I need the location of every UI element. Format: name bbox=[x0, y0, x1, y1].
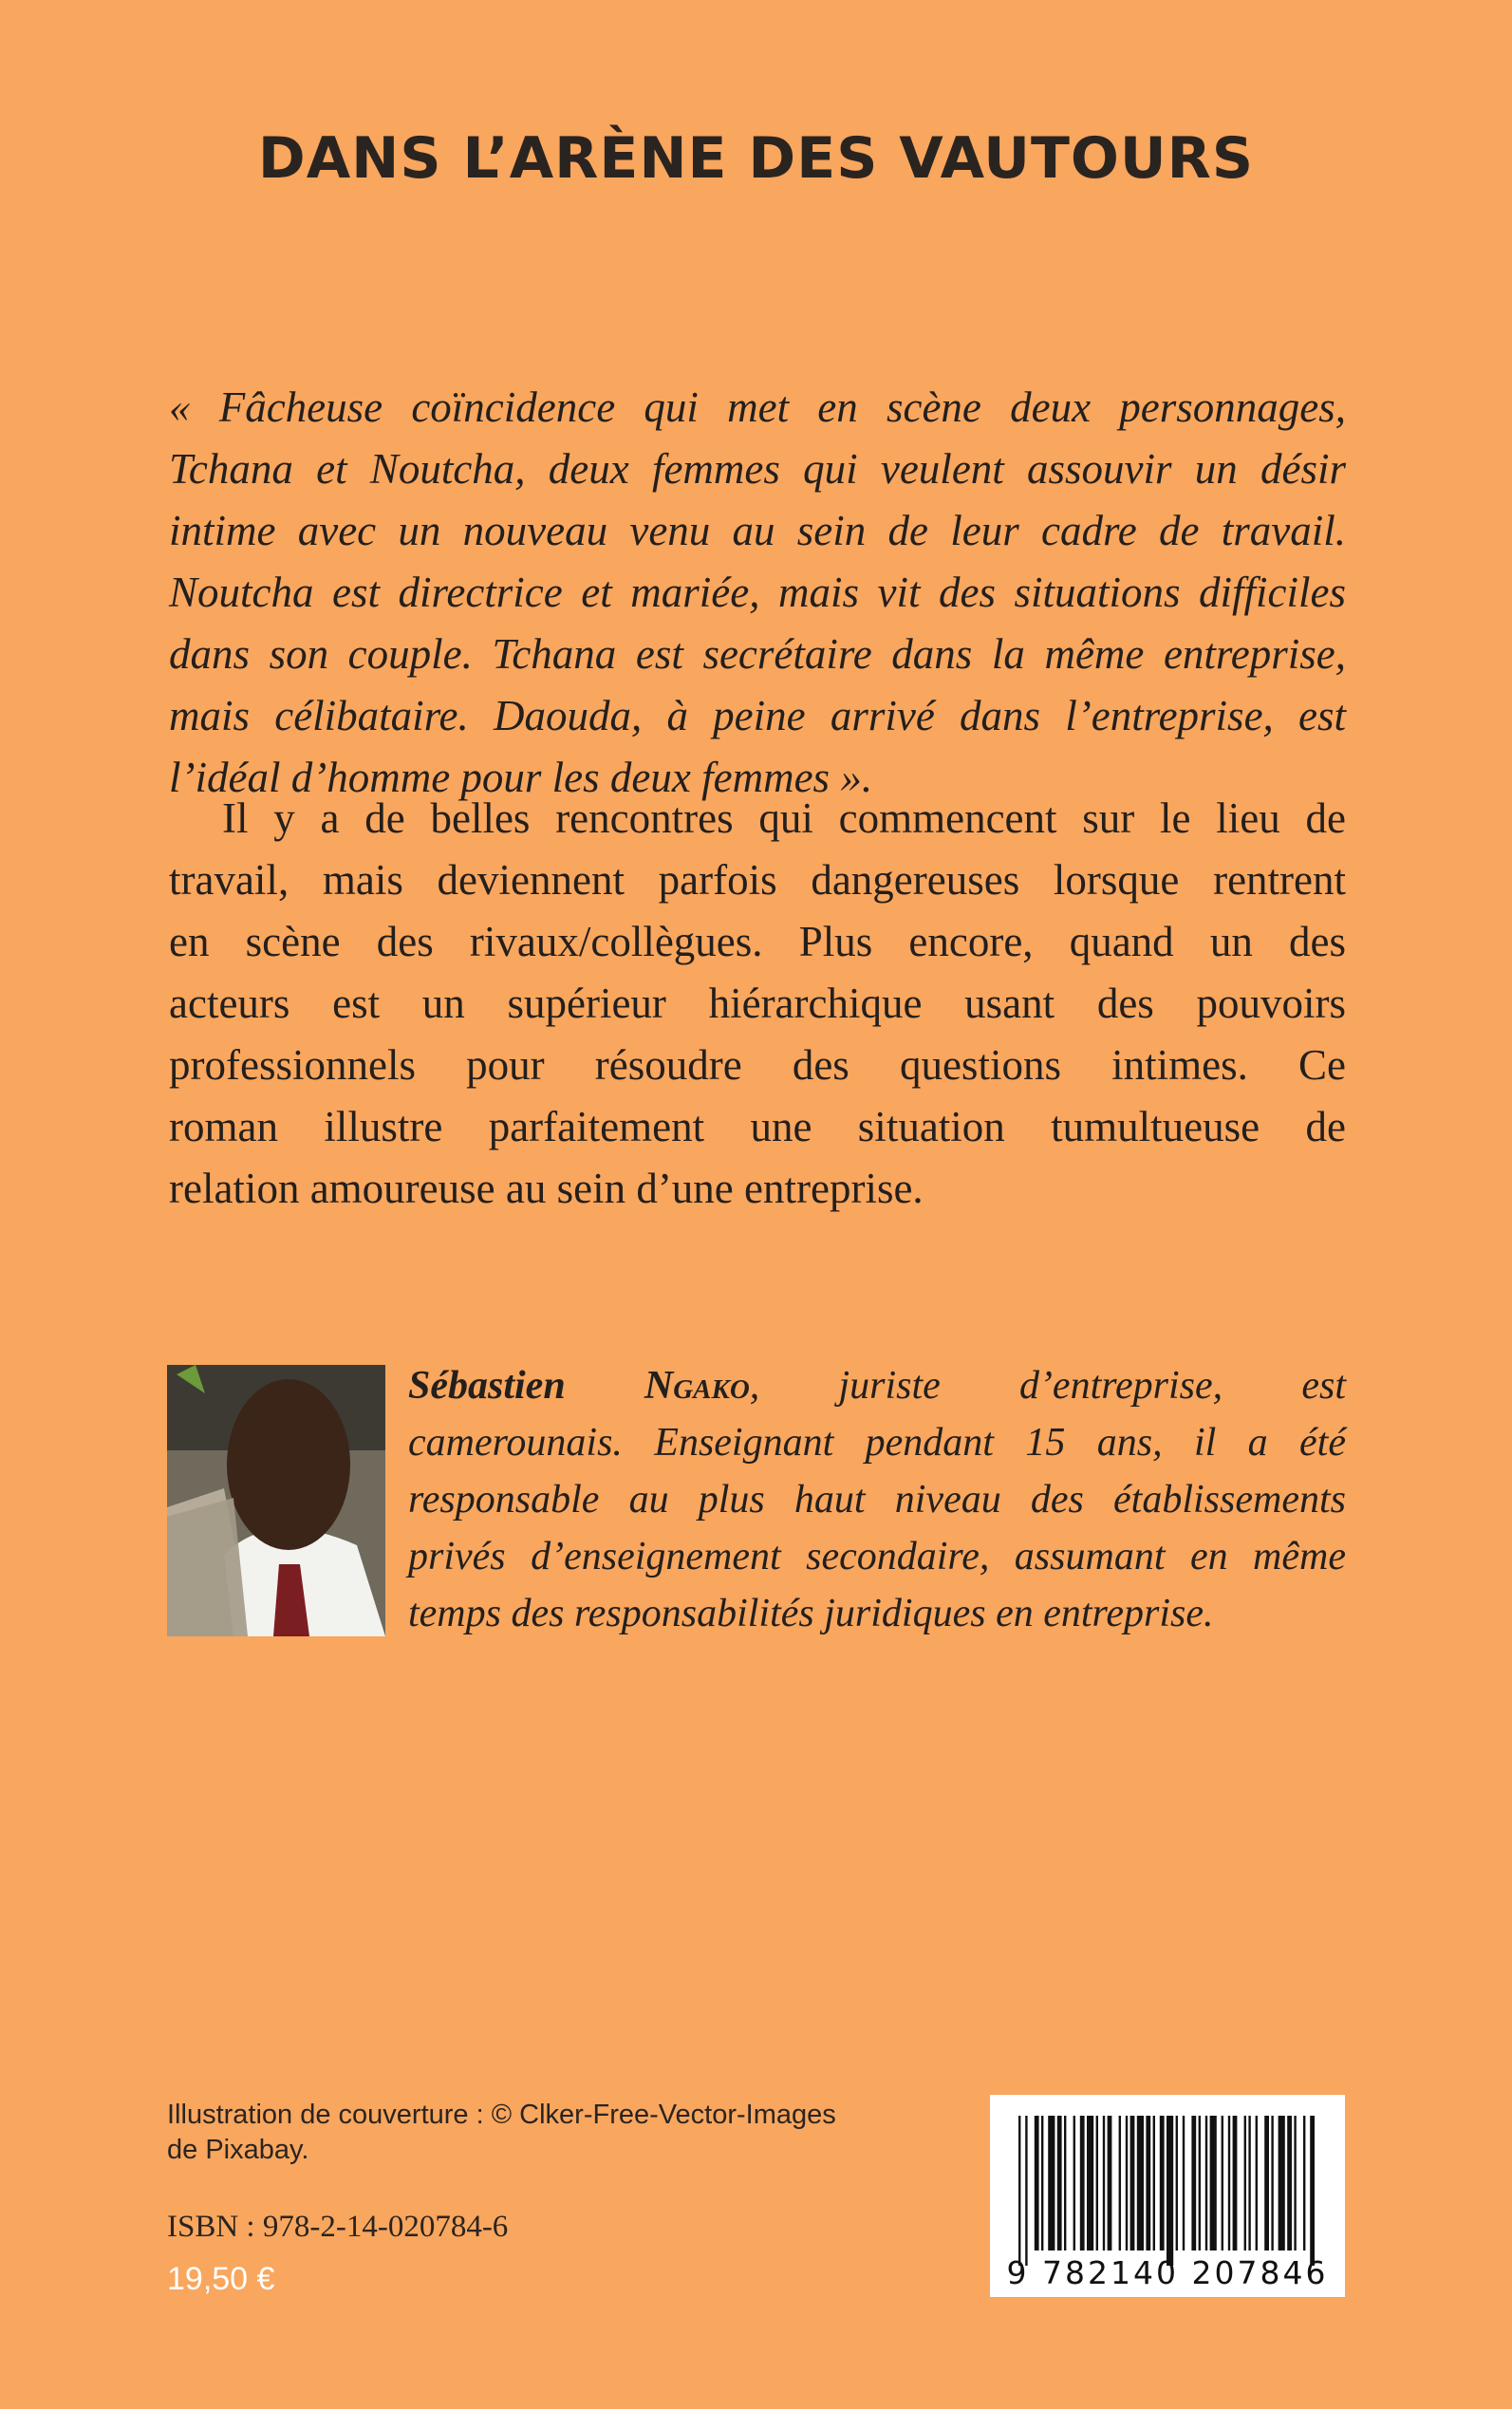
quote-line: mais célibataire. Daouda, à peine arrivé dans l’entreprise, est bbox=[169, 692, 1346, 739]
barcode-bar bbox=[1080, 2116, 1085, 2250]
body-line: travail, mais deviennent parfois dangereuses lorsque rentrent bbox=[169, 856, 1346, 904]
barcode-bar bbox=[1228, 2116, 1230, 2250]
quote-line: Noutcha est directrice et mariée, mais vit des situations difficiles bbox=[169, 569, 1346, 616]
barcode-bar bbox=[1248, 2116, 1250, 2250]
quote-line: dans son couple. Tchana est secrétaire dans la même entreprise, bbox=[169, 630, 1346, 678]
barcode-bar bbox=[1087, 2116, 1093, 2250]
body-line: professionnels pour résoudre des questions intimes. Ce bbox=[169, 1041, 1346, 1089]
barcode-bar bbox=[1025, 2116, 1027, 2266]
author-first-name: Sébastien bbox=[408, 1364, 566, 1408]
barcode-bar bbox=[1183, 2116, 1185, 2250]
barcode-bar bbox=[1176, 2116, 1178, 2250]
body-line: relation amoureuse au sein d’une entreprise. bbox=[169, 1165, 924, 1212]
barcode-bar bbox=[1035, 2116, 1039, 2250]
bio-line: privés d’enseignement secondaire, assumant en même bbox=[408, 1535, 1346, 1578]
barcode-bar bbox=[1096, 2116, 1098, 2250]
barcode bbox=[990, 2095, 1345, 2297]
barcode-bar bbox=[1244, 2116, 1246, 2250]
barcode-bar bbox=[1146, 2116, 1150, 2250]
barcode-bar bbox=[1108, 2116, 1112, 2250]
bio-line: responsable au plus haut niveau des établissements bbox=[408, 1478, 1346, 1522]
barcode-bar bbox=[1130, 2116, 1135, 2250]
barcode-bar bbox=[1199, 2116, 1201, 2250]
body-line: roman illustre parfaitement une situation tumultueuse de bbox=[169, 1103, 1346, 1150]
barcode-bar bbox=[1191, 2116, 1196, 2250]
isbn: ISBN : 978-2-14-020784-6 bbox=[167, 2210, 509, 2244]
barcode-bar bbox=[1064, 2116, 1066, 2250]
bio-line: , juriste d’entreprise, est bbox=[749, 1364, 1346, 1408]
barcode-bar bbox=[1222, 2116, 1223, 2250]
barcode-bar bbox=[1279, 2116, 1285, 2250]
barcode-bar bbox=[1205, 2116, 1207, 2250]
quote-line: Tchana et Noutcha, deux femmes qui veulent assouvir un désir bbox=[169, 445, 1346, 493]
barcode-bar bbox=[1167, 2116, 1173, 2266]
bio-line: camerounais. Enseignant pendant 15 ans, il a été bbox=[408, 1421, 1346, 1465]
barcode-bar bbox=[1303, 2116, 1305, 2250]
body-line: acteurs est un supérieur hiérarchique usant des pouvoirs bbox=[169, 980, 1346, 1027]
quote-line: « Fâcheuse coïncidence qui met en scène deux personnages, bbox=[169, 383, 1346, 431]
credit-line: Illustration de couverture : © Clker-Free-Vector-Images bbox=[167, 2100, 836, 2130]
barcode-bar bbox=[1256, 2116, 1258, 2250]
author-photo bbox=[167, 1365, 385, 1636]
body-line: en scène des rivaux/collègues. Plus encore, quand un des bbox=[169, 918, 1346, 965]
barcode-bar bbox=[1160, 2116, 1165, 2250]
author-bio bbox=[408, 1357, 1346, 1642]
barcode-bar bbox=[1287, 2116, 1292, 2250]
barcode-bar bbox=[1264, 2116, 1269, 2250]
blurb-quote bbox=[169, 377, 1346, 809]
barcode-bar bbox=[1310, 2116, 1315, 2266]
quote-line: l’idéal d’homme pour les deux femmes ». bbox=[169, 754, 873, 801]
barcode-bar bbox=[1233, 2116, 1238, 2250]
barcode-bar bbox=[1210, 2116, 1217, 2250]
barcode-bar bbox=[1018, 2116, 1020, 2266]
blurb-body bbox=[169, 788, 1346, 1220]
barcode-digits: 9 782140 207846 bbox=[1006, 2254, 1329, 2291]
cover-credit bbox=[167, 2098, 836, 2168]
barcode-bar bbox=[1153, 2116, 1155, 2250]
barcode-bar bbox=[1271, 2116, 1273, 2250]
author-last-name: Ngako bbox=[644, 1364, 750, 1408]
barcode-bar bbox=[1119, 2116, 1121, 2250]
bio-line: temps des responsabilités juridiques en entreprise. bbox=[408, 1592, 1214, 1635]
barcode-bar bbox=[1137, 2116, 1144, 2250]
quote-line: intime avec un nouveau venu au sein de leur cadre de travail. bbox=[169, 507, 1346, 554]
barcode-bar bbox=[1041, 2116, 1043, 2250]
barcode-bar bbox=[1048, 2116, 1055, 2250]
barcode-bar bbox=[1294, 2116, 1296, 2250]
barcode-bar bbox=[1103, 2116, 1105, 2250]
barcode-bar bbox=[1073, 2116, 1075, 2250]
book-title: DANS L’ARÈNE DES VAUTOURS bbox=[257, 125, 1255, 192]
barcode-bar bbox=[1057, 2116, 1062, 2250]
credit-line: de Pixabay. bbox=[167, 2135, 309, 2165]
barcode-bar bbox=[1126, 2116, 1128, 2250]
price: 19,50 € bbox=[167, 2261, 275, 2297]
body-line: Il y a de belles rencontres qui commencent sur le lieu de bbox=[222, 794, 1346, 842]
